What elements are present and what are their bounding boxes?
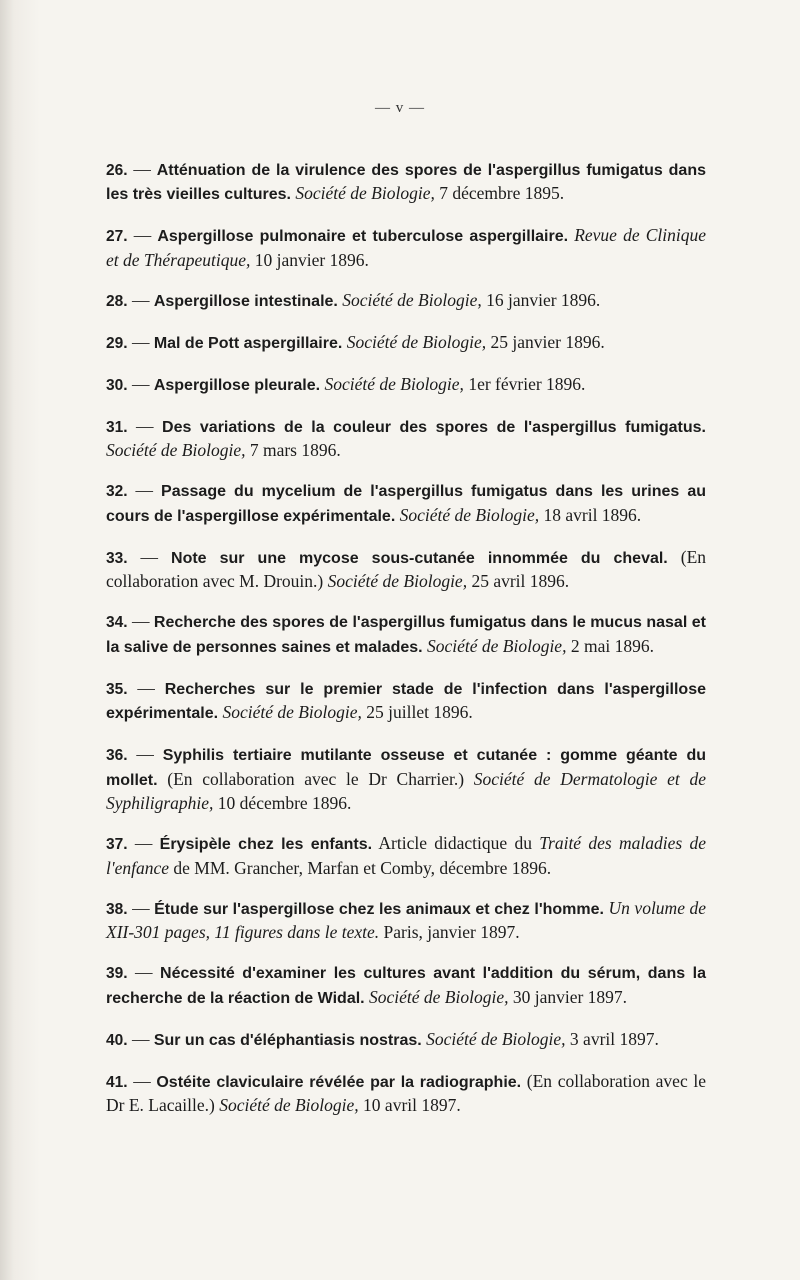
entry-source: Société de Biologie, (295, 183, 435, 203)
bibliography-entry (106, 832, 706, 879)
bibliography-entry (106, 961, 706, 1010)
entry-number: 31. (106, 418, 128, 436)
bibliography-entry (106, 1028, 706, 1053)
entry-title: Mal de Pott aspergillaire. (153, 334, 343, 352)
entry-source: Société de Biologie, (219, 1095, 359, 1115)
bibliography-entry (106, 897, 706, 944)
entry-dash: — (127, 158, 157, 179)
entry-source: Traité des maladies de l'enfance (106, 833, 706, 878)
entry-number: 37. (106, 836, 128, 853)
entry-date: 25 janvier 1896. (486, 331, 605, 352)
entry-date: 25 avril 1896. (467, 571, 570, 591)
bibliography-entry (106, 224, 706, 271)
entry-source: Société de Biologie, (346, 331, 487, 352)
entry-source: Société de Biologie, (222, 702, 362, 722)
entry-source: Revue de Clinique et de Thérapeutique, (106, 225, 707, 270)
entry-dash: — (127, 331, 154, 352)
page-number: — v — (375, 100, 425, 116)
entry-source: Société de Biologie, (399, 504, 540, 525)
entry-dash: — (127, 677, 165, 698)
entry-title: Recherches sur le premier stade de l'infection dans l'aspergillose expérimentale. (106, 680, 706, 722)
entry-title: Érysipèle chez les enfants. (159, 836, 373, 853)
entry-dash: — (127, 962, 161, 982)
entry-date: 18 avril 1896. (539, 504, 642, 525)
entry-number: 36. (106, 747, 128, 764)
entry-title: Atténuation de la virulence des spores de l'aspergillus fumigatus dans les très vieilles cultures. (106, 161, 706, 203)
entry-source: Un volume de XII-301 pages, 11 figures dans le texte. (106, 897, 707, 942)
entry-source: Société de Biologie, (342, 289, 482, 310)
entry-source: Société de Biologie, (426, 635, 567, 656)
entry-date: 16 janvier 1896. (481, 289, 601, 310)
entry-dash: — (127, 373, 154, 394)
entry-title: Étude sur l'aspergillose chez les animaux et chez l'homme. (154, 900, 604, 918)
entry-date: 7 mars 1896. (245, 440, 341, 460)
entry-date: 30 janvier 1897. (508, 986, 628, 1007)
entry-date: 7 décembre 1895. (434, 183, 565, 203)
entry-title: Ostéite claviculaire révélée par la radiographie. (156, 1073, 522, 1091)
bibliography-list (106, 140, 706, 1131)
bibliography-entry (106, 546, 706, 593)
entry-date: de MM. Grancher, Marfan et Comby, décembre 1896. (169, 857, 552, 878)
entry-dash: — (127, 1070, 157, 1091)
entry-number: 28. (106, 292, 128, 310)
entry-number: 38. (106, 900, 128, 918)
bibliography-entry (106, 331, 706, 356)
entry-dash: — (127, 611, 154, 631)
bibliography-entry (106, 479, 706, 528)
entry-title: Aspergillose pulmonaire et tuberculose aspergillaire. (157, 228, 569, 245)
entry-title: Aspergillose intestinale. (153, 292, 338, 310)
entry-number: 30. (106, 376, 128, 394)
bibliography-entry (106, 743, 706, 815)
entry-dash: — (127, 897, 155, 918)
entry-source: Société de Biologie, (426, 1028, 566, 1049)
entry-dash: — (127, 480, 162, 500)
entry-source: Société de Biologie, (327, 571, 468, 591)
bibliography-entry (106, 415, 706, 462)
entry-dash: — (127, 744, 163, 764)
entry-title: Des variations de la couleur des spores de l'aspergillus fumigatus. (162, 418, 707, 436)
entry-note: (En collaboration avec M. Drouin.) (106, 546, 707, 591)
entry-dash: — (127, 289, 154, 310)
entry-number: 26. (106, 161, 128, 179)
entry-number: 41. (106, 1073, 128, 1091)
entry-dash: — (127, 546, 172, 567)
entry-date: 25 juillet 1896. (361, 702, 473, 722)
entry-number: 27. (106, 228, 128, 245)
entry-number: 33. (106, 549, 128, 567)
bibliography-entry (106, 610, 706, 659)
entry-source: Société de Biologie, (324, 373, 464, 394)
bibliography-entry (106, 289, 706, 314)
bibliography-entry (106, 373, 706, 398)
entry-number: 34. (106, 614, 128, 631)
entry-dash: — (127, 1028, 154, 1049)
entry-title: Passage du mycelium de l'aspergillus fumigatus dans les urines au cours de l'aspergillose expérimentale. (106, 483, 707, 525)
entry-date: 3 avril 1897. (565, 1028, 659, 1049)
entry-dash: — (127, 833, 160, 853)
bibliography-entry (106, 158, 706, 207)
entry-note: Article didactique du (372, 833, 540, 853)
entry-date: 10 avril 1897. (358, 1095, 461, 1115)
entry-note: (En collaboration avec le Dr Charrier.) (157, 768, 474, 789)
entry-source: Société de Biologie, (106, 440, 246, 460)
bibliography-entry (106, 1070, 706, 1117)
entry-title: Sur un cas d'éléphantiasis nostras. (153, 1031, 422, 1049)
entry-date: Paris, janvier 1897. (379, 922, 520, 942)
entry-date: 10 janvier 1896. (250, 249, 369, 270)
entry-title: Aspergillose pleurale. (153, 376, 321, 394)
entry-note: (En collaboration avec le Dr E. Lacaille.) (106, 1070, 706, 1115)
entry-title: Syphilis tertiaire mutilante osseuse et cutanée : gomme géante du mollet. (106, 747, 707, 789)
entry-title: Note sur une mycose sous-cutanée innommée du cheval. (171, 549, 668, 567)
entry-date: 10 décembre 1896. (213, 793, 352, 813)
entry-dash: — (127, 225, 158, 245)
entry-number: 40. (106, 1031, 128, 1049)
entry-title: Nécessité d'examiner les cultures avant l'addition du sérum, dans la recherche de la réaction de Widal. (106, 965, 707, 1007)
entry-source: Société de Dermatologie et de Syphiligraphie, (106, 768, 706, 813)
bibliography-entry (106, 677, 706, 726)
entry-source: Société de Biologie, (369, 986, 509, 1007)
entry-date: 1er février 1896. (463, 373, 586, 394)
entry-number: 39. (106, 965, 128, 982)
entry-number: 32. (106, 483, 128, 500)
entry-number: 35. (106, 680, 128, 698)
entry-number: 29. (106, 334, 128, 352)
entry-title: Recherche des spores de l'aspergillus fumigatus dans le mucus nasal et la salive de personnes saines et malades. (106, 614, 706, 656)
entry-date: 2 mai 1896. (566, 635, 654, 656)
entry-dash: — (127, 415, 163, 436)
